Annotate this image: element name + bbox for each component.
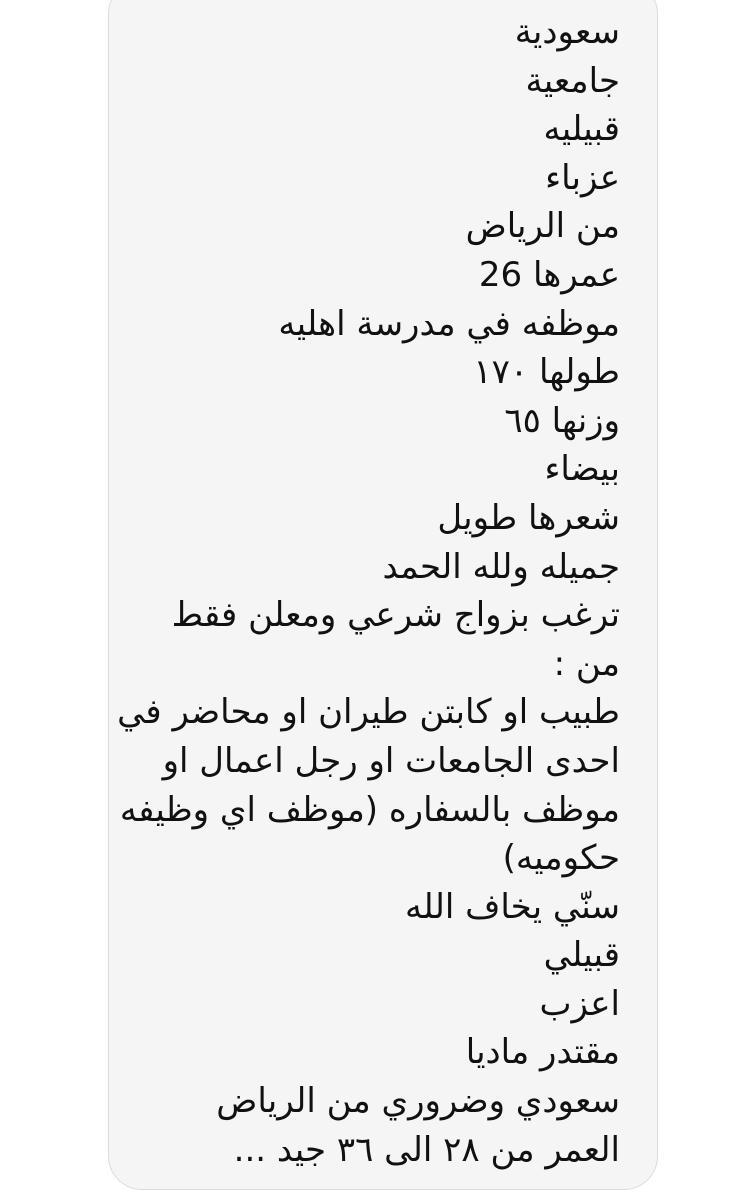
- message-line: موظف بالسفاره (موظف اي وظيفه: [119, 789, 620, 830]
- message-line: جامعية: [525, 60, 620, 101]
- message-line: سعودي وضروري من الرياض: [216, 1081, 620, 1122]
- message-line: قبيلي: [543, 935, 620, 976]
- message-line: من :: [553, 643, 620, 684]
- message-line: احدى الجامعات او رجل اعمال او: [162, 740, 620, 781]
- message-line: ترغب بزواج شرعي ومعلن فقط: [171, 595, 620, 636]
- message-line: سنّي يخاف الله: [404, 886, 620, 927]
- message-text: [117, 8, 620, 1174]
- message-line: وزنها ٦٥: [504, 400, 620, 441]
- message-line: من الرياض: [465, 206, 620, 247]
- message-line: طبيب او كابتن طيران او محاضر في: [117, 692, 620, 733]
- message-line: عزباء: [545, 157, 620, 198]
- message-line: العمر من ٢٨ الى ٣٦ جيد ...: [233, 1129, 620, 1170]
- message-line: حكوميه): [502, 838, 620, 879]
- message-line: اعزب: [539, 983, 620, 1024]
- message-line: مقتدر ماديا: [465, 1032, 620, 1073]
- message-line: بيضاء: [544, 449, 620, 490]
- message-line: طولها ١٧٠: [473, 352, 620, 393]
- message-line: موظفه في مدرسة اهليه: [278, 303, 620, 344]
- message-line: سعودية: [514, 12, 620, 52]
- message-line: شعرها طويل: [437, 497, 620, 538]
- message-line: قبيليه: [543, 109, 620, 150]
- message-line: عمرها 26: [478, 254, 620, 295]
- message-line: جميله ولله الحمد: [382, 546, 620, 587]
